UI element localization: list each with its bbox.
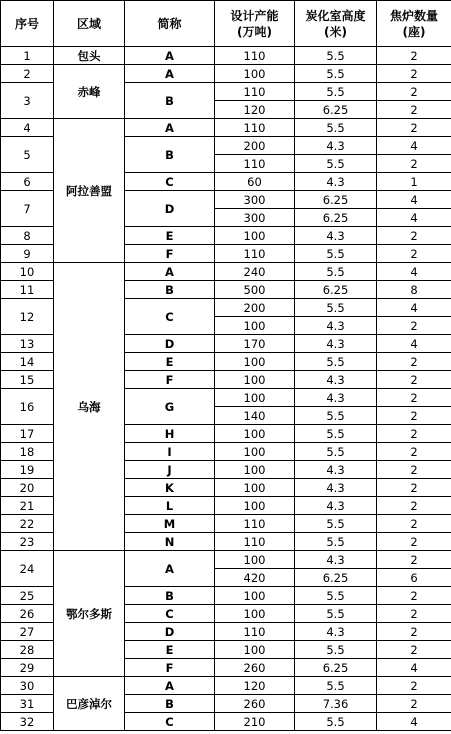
capacity-cell: 420: [215, 569, 295, 587]
height-cell: 5.5: [295, 515, 377, 533]
seq-cell: 11: [1, 281, 54, 299]
count-cell: 2: [377, 425, 451, 443]
count-cell: 2: [377, 533, 451, 551]
table-row: [1, 47, 451, 65]
seq-cell: 12: [1, 299, 54, 335]
seq-cell: 6: [1, 173, 54, 191]
capacity-cell: 140: [215, 407, 295, 425]
capacity-cell: 100: [215, 497, 295, 515]
region-cell: 乌海: [54, 263, 125, 551]
count-cell: 2: [377, 65, 451, 83]
height-cell: 5.5: [295, 155, 377, 173]
count-cell: 4: [377, 191, 451, 209]
name-cell: E: [125, 353, 215, 371]
name-cell: J: [125, 461, 215, 479]
header-name: 简称: [125, 1, 215, 47]
height-cell: 5.5: [295, 299, 377, 317]
name-cell: B: [125, 281, 215, 299]
count-cell: 2: [377, 389, 451, 407]
name-cell: F: [125, 371, 215, 389]
region-cell: 鄂尔多斯: [54, 551, 125, 677]
name-cell: D: [125, 623, 215, 641]
count-cell: 4: [377, 299, 451, 317]
count-cell: 2: [377, 551, 451, 569]
capacity-cell: 100: [215, 605, 295, 623]
name-cell: H: [125, 425, 215, 443]
count-cell: 2: [377, 47, 451, 65]
count-cell: 2: [377, 227, 451, 245]
seq-cell: 19: [1, 461, 54, 479]
seq-cell: 25: [1, 587, 54, 605]
capacity-cell: 110: [215, 83, 295, 101]
capacity-cell: 240: [215, 263, 295, 281]
capacity-cell: 210: [215, 713, 295, 731]
name-cell: A: [125, 119, 215, 137]
region-cell: 阿拉善盟: [54, 119, 125, 263]
height-cell: 6.25: [295, 281, 377, 299]
height-cell: 5.5: [295, 605, 377, 623]
name-cell: B: [125, 695, 215, 713]
table-row: [1, 263, 451, 281]
seq-cell: 20: [1, 479, 54, 497]
count-cell: 2: [377, 695, 451, 713]
capacity-cell: 300: [215, 191, 295, 209]
seq-cell: 9: [1, 245, 54, 263]
height-cell: 6.25: [295, 569, 377, 587]
count-cell: 4: [377, 713, 451, 731]
count-cell: 4: [377, 137, 451, 155]
header-region: 区域: [54, 1, 125, 47]
count-cell: 2: [377, 515, 451, 533]
seq-cell: 21: [1, 497, 54, 515]
capacity-cell: 110: [215, 623, 295, 641]
name-cell: A: [125, 47, 215, 65]
height-cell: 5.5: [295, 677, 377, 695]
seq-cell: 8: [1, 227, 54, 245]
height-cell: 6.25: [295, 101, 377, 119]
capacity-cell: 100: [215, 461, 295, 479]
name-cell: K: [125, 479, 215, 497]
capacity-cell: 100: [215, 317, 295, 335]
count-cell: 2: [377, 479, 451, 497]
seq-cell: 22: [1, 515, 54, 533]
name-cell: B: [125, 587, 215, 605]
count-cell: 2: [377, 371, 451, 389]
seq-cell: 14: [1, 353, 54, 371]
seq-cell: 18: [1, 443, 54, 461]
height-cell: 5.5: [295, 713, 377, 731]
seq-cell: 17: [1, 425, 54, 443]
capacity-cell: 100: [215, 389, 295, 407]
capacity-cell: 110: [215, 245, 295, 263]
capacity-cell: 100: [215, 227, 295, 245]
height-cell: 4.3: [295, 137, 377, 155]
count-cell: 4: [377, 263, 451, 281]
name-cell: B: [125, 137, 215, 173]
seq-cell: 30: [1, 677, 54, 695]
name-cell: C: [125, 299, 215, 335]
seq-cell: 23: [1, 533, 54, 551]
seq-cell: 3: [1, 83, 54, 119]
capacity-cell: 260: [215, 695, 295, 713]
seq-cell: 7: [1, 191, 54, 227]
region-cell: 赤峰: [54, 65, 125, 119]
height-cell: 4.3: [295, 623, 377, 641]
height-cell: 5.5: [295, 353, 377, 371]
name-cell: N: [125, 533, 215, 551]
count-cell: 2: [377, 155, 451, 173]
name-cell: F: [125, 659, 215, 677]
name-cell: B: [125, 83, 215, 119]
count-cell: 1: [377, 173, 451, 191]
name-cell: D: [125, 191, 215, 227]
seq-cell: 24: [1, 551, 54, 587]
seq-cell: 28: [1, 641, 54, 659]
count-cell: 2: [377, 677, 451, 695]
height-cell: 4.3: [295, 173, 377, 191]
name-cell: C: [125, 713, 215, 731]
capacity-cell: 100: [215, 479, 295, 497]
height-cell: 4.3: [295, 497, 377, 515]
count-cell: 2: [377, 119, 451, 137]
height-cell: 5.5: [295, 119, 377, 137]
name-cell: D: [125, 335, 215, 353]
name-cell: A: [125, 677, 215, 695]
count-cell: 4: [377, 335, 451, 353]
count-cell: 2: [377, 101, 451, 119]
seq-cell: 1: [1, 47, 54, 65]
seq-cell: 5: [1, 137, 54, 173]
seq-cell: 27: [1, 623, 54, 641]
capacity-cell: 500: [215, 281, 295, 299]
capacity-cell: 260: [215, 659, 295, 677]
height-cell: 6.25: [295, 659, 377, 677]
height-cell: 4.3: [295, 389, 377, 407]
count-cell: 6: [377, 569, 451, 587]
name-cell: M: [125, 515, 215, 533]
name-cell: C: [125, 605, 215, 623]
count-cell: 4: [377, 659, 451, 677]
count-cell: 2: [377, 353, 451, 371]
height-cell: 6.25: [295, 209, 377, 227]
capacity-cell: 100: [215, 551, 295, 569]
count-cell: 2: [377, 587, 451, 605]
height-cell: 6.25: [295, 191, 377, 209]
name-cell: C: [125, 173, 215, 191]
capacity-cell: 170: [215, 335, 295, 353]
height-cell: 4.3: [295, 227, 377, 245]
header-capacity: 设计产能 (万吨): [215, 1, 295, 47]
count-cell: 2: [377, 245, 451, 263]
height-cell: 5.5: [295, 245, 377, 263]
seq-cell: 16: [1, 389, 54, 425]
capacity-cell: 100: [215, 443, 295, 461]
capacity-cell: 100: [215, 641, 295, 659]
region-cell: 巴彦淖尔: [54, 677, 125, 731]
count-cell: 8: [377, 281, 451, 299]
seq-cell: 32: [1, 713, 54, 731]
header-seq: 序号: [1, 1, 54, 47]
height-cell: 5.5: [295, 533, 377, 551]
count-cell: 2: [377, 83, 451, 101]
height-cell: 4.3: [295, 479, 377, 497]
region-cell: 包头: [54, 47, 125, 65]
seq-cell: 26: [1, 605, 54, 623]
seq-cell: 15: [1, 371, 54, 389]
count-cell: 2: [377, 641, 451, 659]
capacity-cell: 110: [215, 47, 295, 65]
name-cell: F: [125, 245, 215, 263]
seq-cell: 13: [1, 335, 54, 353]
name-cell: L: [125, 497, 215, 515]
seq-cell: 4: [1, 119, 54, 137]
height-cell: 4.3: [295, 335, 377, 353]
capacity-cell: 110: [215, 533, 295, 551]
capacity-cell: 200: [215, 299, 295, 317]
seq-cell: 31: [1, 695, 54, 713]
count-cell: 2: [377, 623, 451, 641]
height-cell: 5.5: [295, 65, 377, 83]
table-row: [1, 551, 451, 569]
height-cell: 4.3: [295, 317, 377, 335]
capacity-cell: 100: [215, 65, 295, 83]
count-cell: 2: [377, 407, 451, 425]
height-cell: 4.3: [295, 551, 377, 569]
height-cell: 5.5: [295, 443, 377, 461]
height-cell: 5.5: [295, 641, 377, 659]
seq-cell: 10: [1, 263, 54, 281]
height-cell: 5.5: [295, 83, 377, 101]
count-cell: 4: [377, 209, 451, 227]
name-cell: I: [125, 443, 215, 461]
capacity-cell: 100: [215, 353, 295, 371]
capacity-cell: 120: [215, 677, 295, 695]
capacity-cell: 100: [215, 371, 295, 389]
capacity-cell: 60: [215, 173, 295, 191]
height-cell: 7.36: [295, 695, 377, 713]
name-cell: E: [125, 227, 215, 245]
table-row: [1, 119, 451, 137]
name-cell: A: [125, 65, 215, 83]
count-cell: 2: [377, 497, 451, 515]
height-cell: 4.3: [295, 371, 377, 389]
seq-cell: 29: [1, 659, 54, 677]
height-cell: 4.3: [295, 461, 377, 479]
count-cell: 2: [377, 317, 451, 335]
capacity-cell: 110: [215, 155, 295, 173]
count-cell: 2: [377, 605, 451, 623]
capacity-cell: 100: [215, 425, 295, 443]
count-cell: 2: [377, 461, 451, 479]
table-header-row: [1, 1, 451, 47]
capacity-cell: 100: [215, 587, 295, 605]
name-cell: E: [125, 641, 215, 659]
name-cell: G: [125, 389, 215, 425]
height-cell: 5.5: [295, 587, 377, 605]
height-cell: 5.5: [295, 263, 377, 281]
name-cell: A: [125, 263, 215, 281]
name-cell: A: [125, 551, 215, 587]
capacity-cell: 120: [215, 101, 295, 119]
header-count: 焦炉数量 (座): [377, 1, 451, 47]
height-cell: 5.5: [295, 47, 377, 65]
table-row: [1, 677, 451, 695]
height-cell: 5.5: [295, 407, 377, 425]
height-cell: 5.5: [295, 425, 377, 443]
seq-cell: 2: [1, 65, 54, 83]
capacity-cell: 300: [215, 209, 295, 227]
header-height: 炭化室高度 (米): [295, 1, 377, 47]
count-cell: 2: [377, 443, 451, 461]
capacity-cell: 110: [215, 515, 295, 533]
table-row: [1, 65, 451, 83]
capacity-cell: 110: [215, 119, 295, 137]
capacity-cell: 200: [215, 137, 295, 155]
